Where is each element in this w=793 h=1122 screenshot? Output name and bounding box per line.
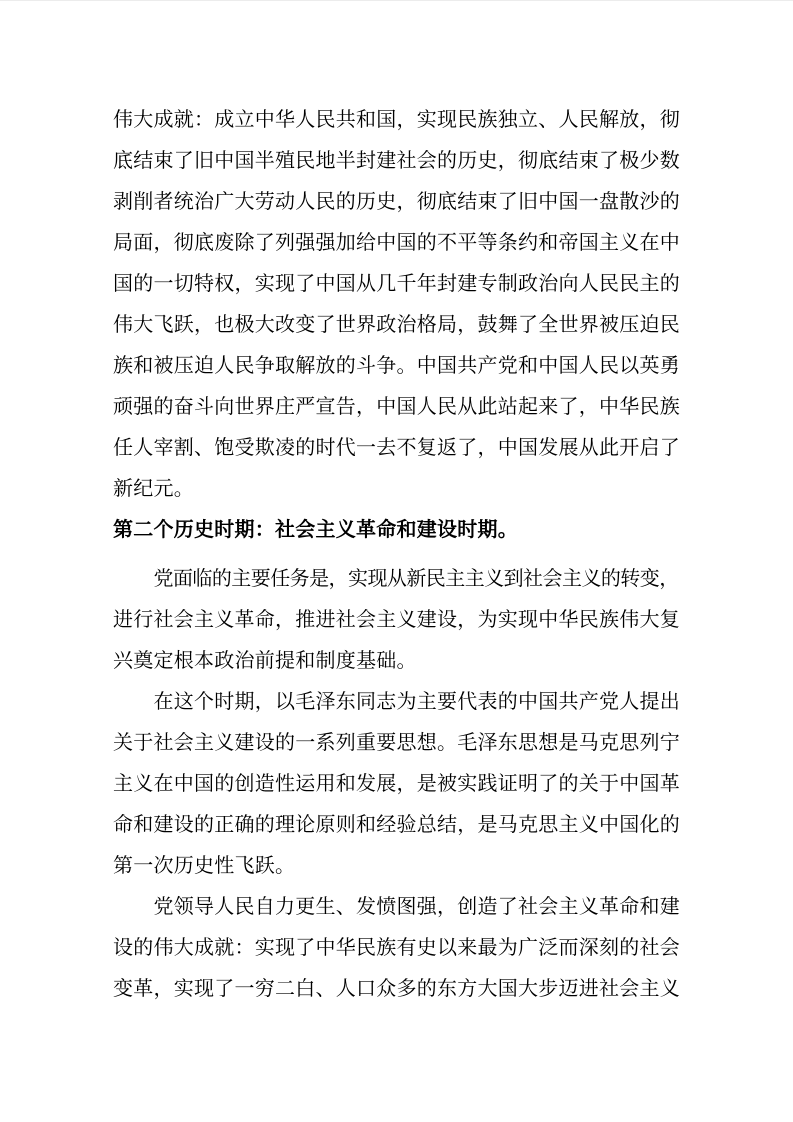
text-line: 主义在中国的创造性运用和发展，是被实践证明了的关于中国革: [113, 773, 680, 795]
text-line: 命和建设的正确的理论原则和经验总结，是马克思主义中国化的: [113, 814, 680, 836]
text-line: 族和被压迫人民争取解放的斗争。中国共产党和中国人民以英勇: [113, 355, 680, 377]
text-line: 在这个时期，以毛泽东同志为主要代表的中国共产党人提出: [153, 691, 680, 713]
text-line: 任人宰割、饱受欺凌的时代一去不复返了，中国发展从此开启了: [113, 437, 680, 459]
text-line: 变革，实现了一穷二白、人口众多的东方大国大步迈进社会主义: [113, 978, 680, 1000]
text-line: 关于社会主义建设的一系列重要思想。毛泽东思想是马克思列宁: [113, 732, 680, 754]
text-line: 新纪元。: [113, 478, 194, 500]
text-line: 设的伟大成就：实现了中华民族有史以来最为广泛而深刻的社会: [113, 937, 680, 959]
text-line: 进行社会主义革命，推进社会主义建设，为实现中华民族伟大复: [113, 609, 680, 631]
text-line: 国的一切特权，实现了中国从几千年封建专制政治向人民民主的: [113, 273, 680, 295]
text-line: 第一次历史性飞跃。: [113, 855, 296, 877]
section-heading: [113, 510, 680, 551]
heading-text-line: 第二个历史时期：社会主义革命和建设时期。: [113, 519, 518, 541]
text-line: 兴奠定根本政治前提和制度基础。: [113, 650, 417, 672]
text-line: 党面临的主要任务是，实现从新民主主义到社会主义的转变，: [153, 568, 679, 590]
text-line: 伟大成就：成立中华人民共和国，实现民族独立、人民解放，彻: [113, 109, 680, 131]
text-line: 底结束了旧中国半殖民地半封建社会的历史，彻底结束了极少数: [113, 150, 680, 172]
text-line: 党领导人民自力更生、发愤图强，创造了社会主义革命和建: [153, 896, 680, 918]
text-line: 剥削者统治广大劳动人民的历史，彻底结束了旧中国一盘散沙的: [113, 191, 680, 213]
text-line: 局面，彻底废除了列强强加给中国的不平等条约和帝国主义在中: [113, 232, 680, 254]
text-line: 顽强的奋斗向世界庄严宣告，中国人民从此站起来了，中华民族: [113, 396, 680, 418]
text-line: 伟大飞跃，也极大改变了世界政治格局，鼓舞了全世界被压迫民: [113, 314, 680, 336]
paragraph: [113, 682, 680, 887]
document-text: [113, 100, 680, 1010]
paragraph: [113, 887, 680, 1010]
paragraph: [113, 559, 680, 682]
paragraph: [113, 100, 680, 510]
